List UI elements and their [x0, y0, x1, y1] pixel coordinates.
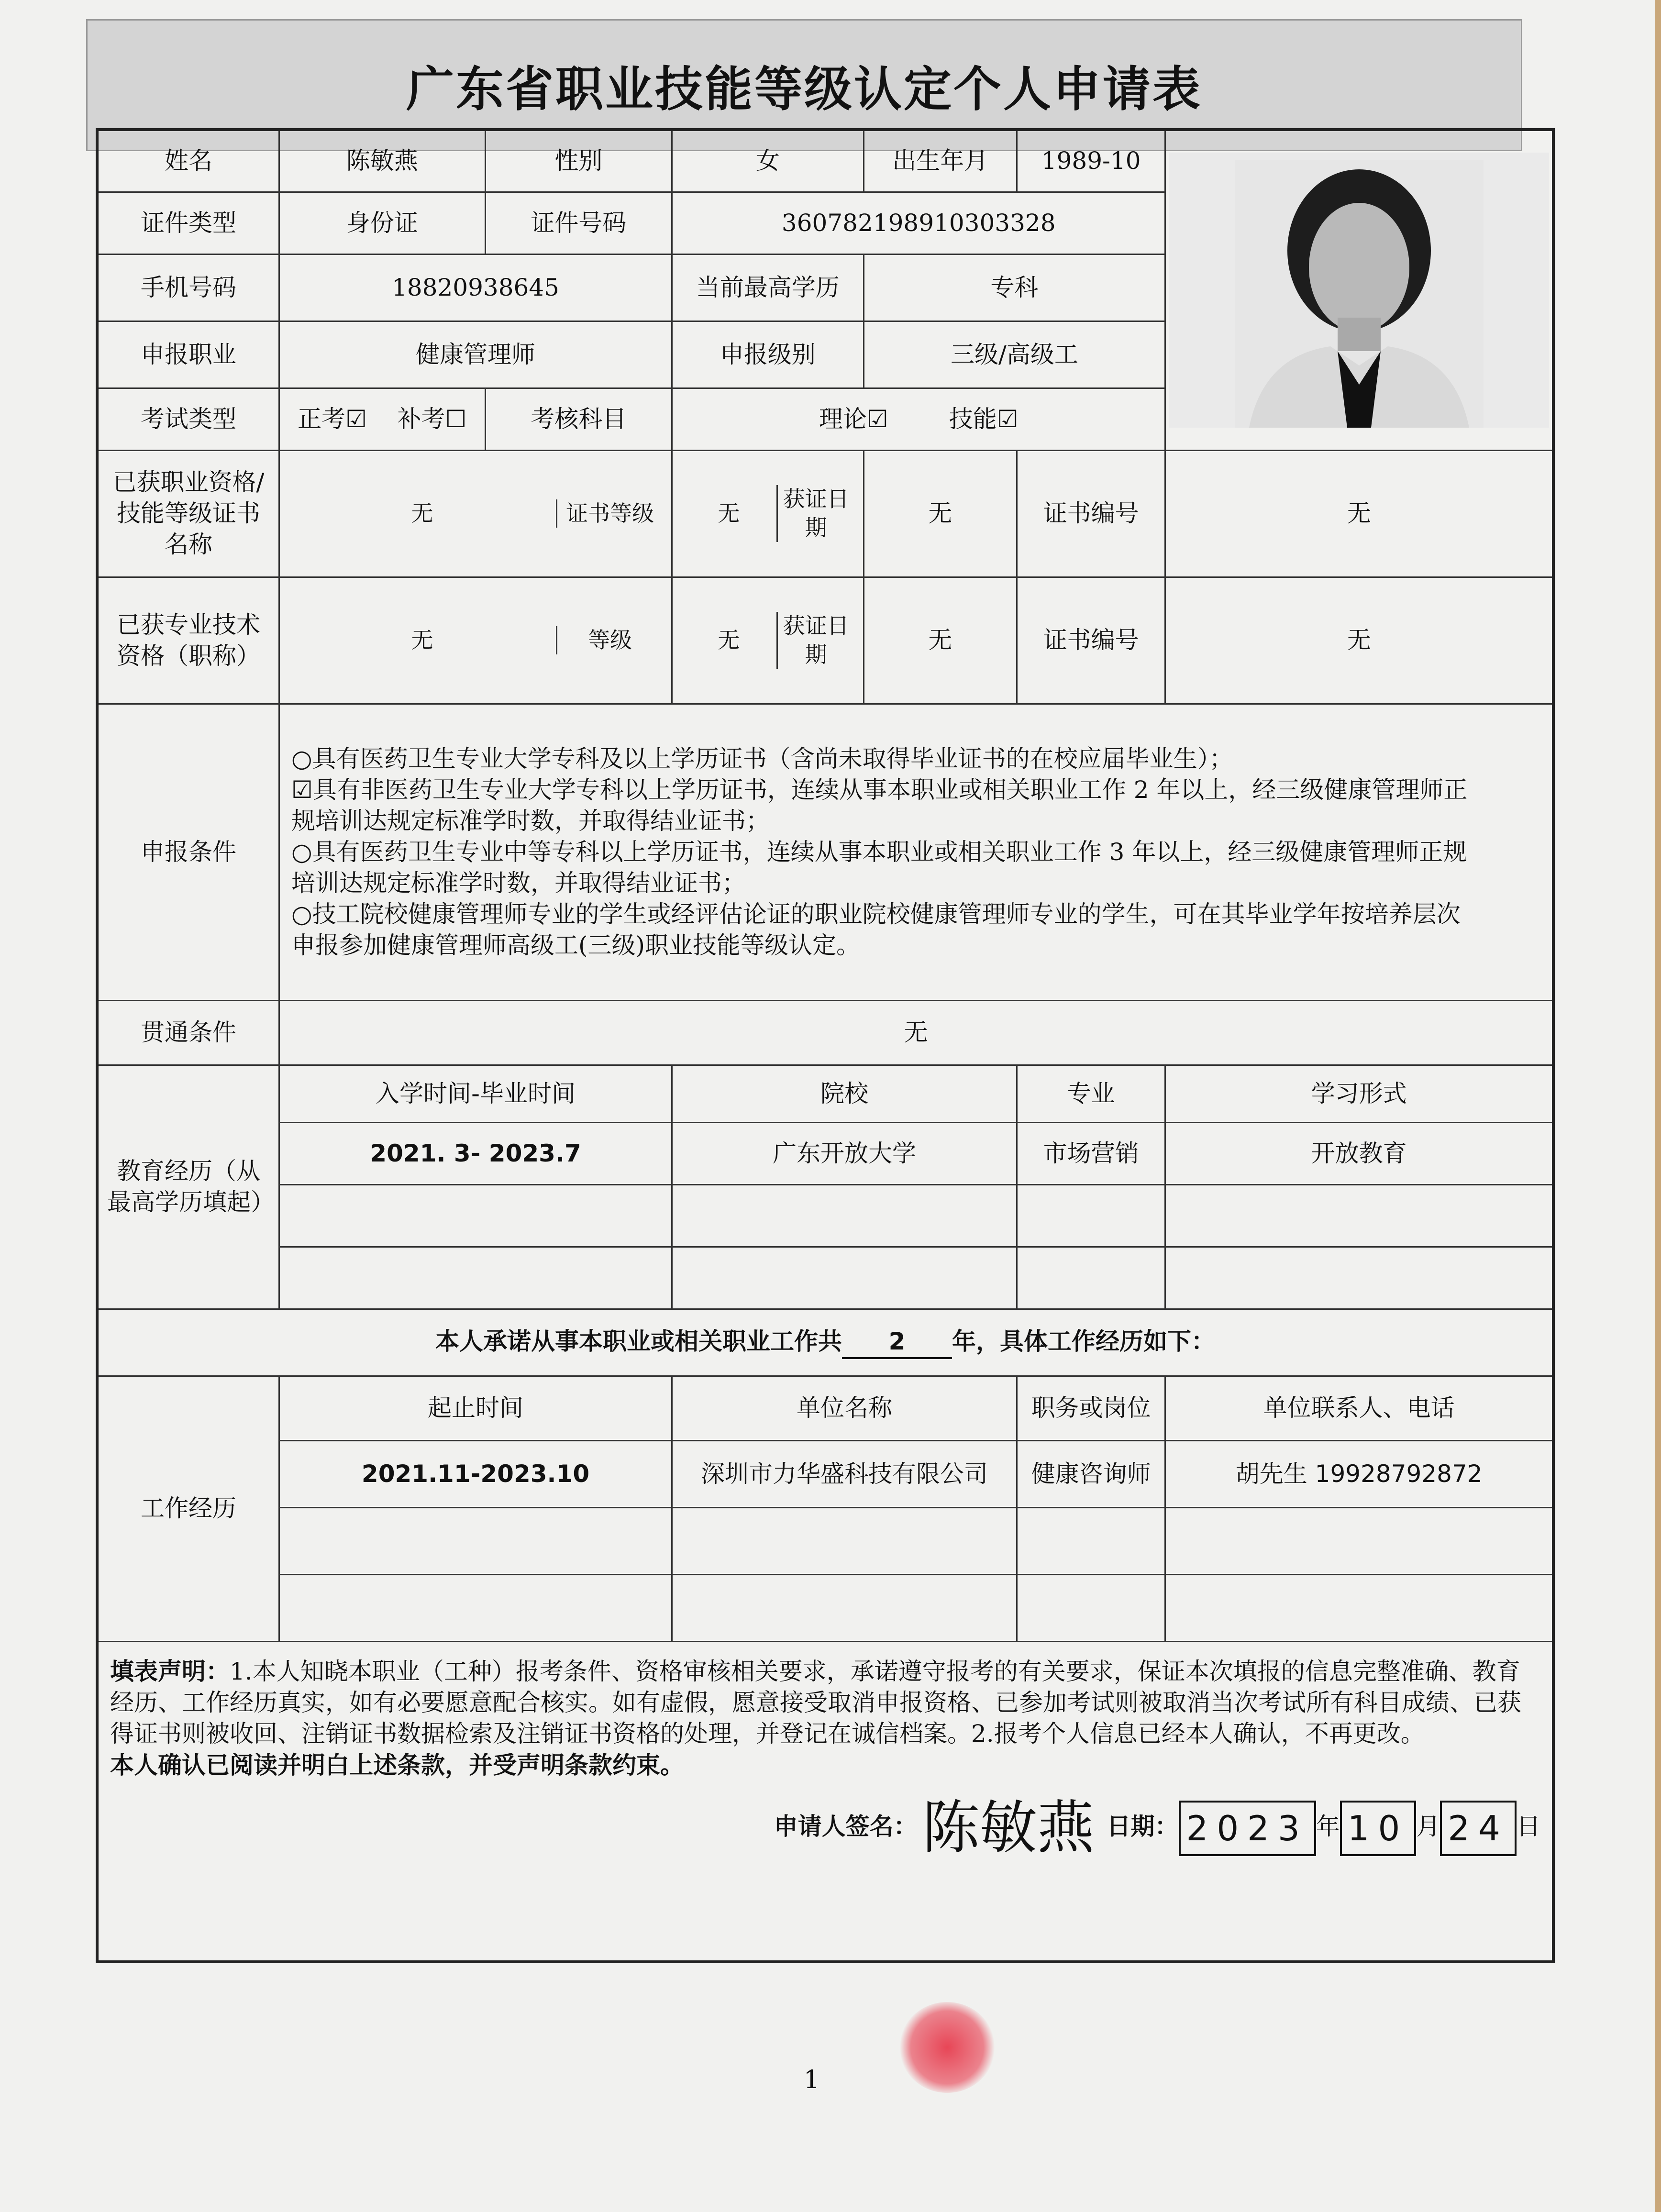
edu-school	[672, 1247, 1017, 1309]
pro-qual-no: 无	[1165, 577, 1553, 704]
label-cert-no: 证书编号	[1017, 450, 1165, 577]
work-period	[279, 1507, 672, 1574]
edu-period	[279, 1247, 672, 1309]
value-gender: 女	[672, 130, 864, 192]
qual-cert-date: 无	[864, 450, 1017, 577]
declaration-lead: 填表声明：	[110, 1657, 230, 1685]
row-basic-1	[97, 130, 1553, 192]
label-cert-level: 证书等级	[566, 500, 654, 526]
work-row	[97, 1440, 1553, 1507]
portrait-image	[1235, 160, 1484, 428]
pro-qual-name: 无	[411, 627, 433, 653]
label-level: 申报级别	[672, 321, 864, 388]
value-name: 陈敏燕	[279, 130, 486, 192]
edu-row	[97, 1247, 1553, 1309]
edu-form: 开放教育	[1165, 1122, 1553, 1184]
commitment-years: 2	[842, 1326, 952, 1359]
label-id-no: 证件号码	[485, 192, 672, 254]
edu-form	[1165, 1247, 1553, 1309]
label-education: 教育经历（从最高学历填起）	[97, 1065, 279, 1309]
declaration-cell	[97, 1641, 1553, 1962]
edu-school: 广东开放大学	[672, 1122, 1017, 1184]
value-id-type: 身份证	[279, 192, 486, 254]
label-work: 工作经历	[97, 1376, 279, 1641]
value-birth: 1989-10	[1017, 130, 1165, 192]
condition-line: ○技工院校健康管理师专业的学生或经评估论证的职业院校健康管理师专业的学生，可在其毕业学年按培养层次	[291, 900, 1461, 928]
label-qual-cert: 已获职业资格/技能等级证书名称	[97, 450, 279, 577]
exam-makeup-checkbox: 补考☐	[397, 405, 467, 433]
work-header-period: 起止时间	[279, 1376, 672, 1440]
subject-theory-checkbox: 理论☑	[819, 405, 888, 433]
edu-header-row	[97, 1065, 1553, 1122]
label-edu: 当前最高学历	[672, 254, 864, 321]
exam-regular-checkbox: 正考☑	[298, 405, 367, 433]
label-birth: 出生年月	[864, 130, 1017, 192]
form-title: 广东省职业技能等级认定个人申请表	[406, 61, 1202, 117]
day-unit: 日	[1517, 1812, 1540, 1840]
condition-line: 申报参加健康管理师高级工(三级)职业技能等级认定。	[291, 931, 861, 959]
date-month: 10	[1340, 1801, 1417, 1856]
signature-row	[110, 1785, 1540, 1871]
condition-line: 培训达规定标准学时数，并取得结业证书；	[291, 869, 746, 897]
work-position: 健康咨询师	[1017, 1440, 1165, 1507]
commitment-prefix: 本人承诺从事本职业或相关职业工作共	[435, 1327, 842, 1355]
conditions-list	[279, 704, 1554, 1000]
qual-cert-level-date	[672, 450, 864, 577]
edu-header-school: 院校	[672, 1065, 1017, 1122]
label-pro-cert-no: 证书编号	[1017, 577, 1165, 704]
label-id-type: 证件类型	[97, 192, 279, 254]
value-level: 三级/高级工	[864, 321, 1165, 388]
commitment-line	[97, 1309, 1553, 1376]
label-cert-date: 获证日期	[783, 486, 849, 541]
application-form-table	[96, 128, 1555, 1963]
work-position	[1017, 1574, 1165, 1641]
signature-label: 申请人签名：	[774, 1812, 918, 1840]
red-fingerprint-stamp	[899, 2002, 995, 2093]
qual-cert-name: 无	[411, 500, 433, 526]
label-through: 贯通条件	[97, 1000, 279, 1065]
pro-qual-level: 无	[718, 627, 740, 653]
month-unit: 月	[1416, 1812, 1440, 1840]
qual-cert-level: 无	[718, 500, 740, 526]
qual-cert-no: 无	[1165, 450, 1553, 577]
year-unit: 年	[1316, 1812, 1340, 1840]
work-period: 2021.11-2023.10	[279, 1440, 672, 1507]
value-edu: 专科	[864, 254, 1165, 321]
edu-row	[97, 1184, 1553, 1247]
work-contact	[1165, 1507, 1553, 1574]
edu-period: 2021. 3- 2023.7	[279, 1122, 672, 1184]
work-company	[672, 1574, 1017, 1641]
work-contact: 胡先生 19928792872	[1165, 1440, 1553, 1507]
declaration-body: 1.本人知晓本职业（工种）报考条件、资格审核相关要求，承诺遵守报考的有关要求，保证本次填报的信息完整准确、教育经历、工作经历真实，如有必要愿意配合核实。如有虚假，愿意接受取消申报资格、已参加考试则被取消当次考试所有科目成绩、已获得证书则被收回、注销证书数据检索及注销证书资格的处理，并登记在诚信档案。2.报考个人信息已经本人确认，不再更改。	[110, 1657, 1521, 1747]
row-professional-qual	[97, 577, 1553, 704]
edu-period	[279, 1184, 672, 1247]
label-phone: 手机号码	[97, 254, 279, 321]
value-id-no: 360782198910303328	[672, 192, 1165, 254]
work-contact	[1165, 1574, 1553, 1641]
edu-header-major: 专业	[1017, 1065, 1165, 1122]
declaration-confirm: 本人确认已阅读并明白上述条款，并受声明条款约束。	[110, 1750, 684, 1779]
subject-skill-checkbox: 技能☑	[949, 405, 1019, 433]
work-header-company: 单位名称	[672, 1376, 1017, 1440]
value-subjects	[672, 388, 1165, 450]
label-gender: 性别	[485, 130, 672, 192]
condition-line: ☑具有非医药卫生专业大学专科以上学历证书，连续从事本职业或相关职业工作 2 年以上，经三级健康管理师正	[291, 775, 1468, 804]
pro-qual-date: 无	[864, 577, 1017, 704]
label-pro-cert-date: 获证日期	[783, 612, 849, 667]
work-header-contact: 单位联系人、电话	[1165, 1376, 1553, 1440]
condition-line: ○具有医药卫生专业中等专科以上学历证书，连续从事本职业或相关职业工作 3 年以上，经三级健康管理师正规	[291, 838, 1467, 866]
row-conditions	[97, 704, 1553, 1000]
date-day: 24	[1440, 1801, 1517, 1856]
row-qualification-cert	[97, 450, 1553, 577]
row-declaration	[97, 1641, 1553, 1962]
commitment-suffix: 年，具体工作经历如下：	[952, 1327, 1215, 1355]
qual-cert-cells	[279, 450, 672, 577]
edu-major	[1017, 1247, 1165, 1309]
label-name: 姓名	[97, 130, 279, 192]
value-job: 健康管理师	[279, 321, 672, 388]
handwritten-signature: 陈敏燕	[922, 1794, 1095, 1861]
label-grade: 等级	[588, 627, 632, 653]
row-commitment	[97, 1309, 1553, 1376]
edu-form	[1165, 1184, 1553, 1247]
label-conditions: 申报条件	[97, 704, 279, 1000]
photo-cell	[1165, 130, 1553, 450]
pro-qual-cells	[279, 577, 672, 704]
work-company	[672, 1507, 1017, 1574]
row-through	[97, 1000, 1553, 1065]
edu-header-form: 学习形式	[1165, 1065, 1553, 1122]
work-header-row	[97, 1376, 1553, 1440]
edu-major	[1017, 1184, 1165, 1247]
page-number: 1	[804, 2066, 820, 2094]
edu-row	[97, 1122, 1553, 1184]
pro-qual-level-date	[672, 577, 864, 704]
label-subjects: 考核科目	[485, 388, 672, 450]
work-header-position: 职务或岗位	[1017, 1376, 1165, 1440]
edu-header-period: 入学时间-毕业时间	[279, 1065, 672, 1122]
work-period	[279, 1574, 672, 1641]
label-pro-qual: 已获专业技术资格（职称）	[97, 577, 279, 704]
applicant-photo	[1169, 153, 1549, 428]
work-position	[1017, 1507, 1165, 1574]
declaration-text	[110, 1656, 1540, 1749]
label-job: 申报职业	[97, 321, 279, 388]
condition-line: 规培训达规定标准学时数，并取得结业证书；	[291, 807, 770, 835]
work-company: 深圳市力华盛科技有限公司	[672, 1440, 1017, 1507]
condition-line: ○具有医药卫生专业大学专科及以上学历证书（含尚未取得毕业证书的在校应届毕业生）；	[291, 744, 1233, 773]
value-through: 无	[279, 1000, 1554, 1065]
date-year: 2023	[1179, 1801, 1316, 1856]
work-row	[97, 1574, 1553, 1641]
value-exam-options	[279, 388, 486, 450]
edu-school	[672, 1184, 1017, 1247]
edu-major: 市场营销	[1017, 1122, 1165, 1184]
label-exam-type: 考试类型	[97, 388, 279, 450]
date-label: 日期：	[1107, 1812, 1179, 1840]
value-phone: 18820938645	[279, 254, 672, 321]
work-row	[97, 1507, 1553, 1574]
